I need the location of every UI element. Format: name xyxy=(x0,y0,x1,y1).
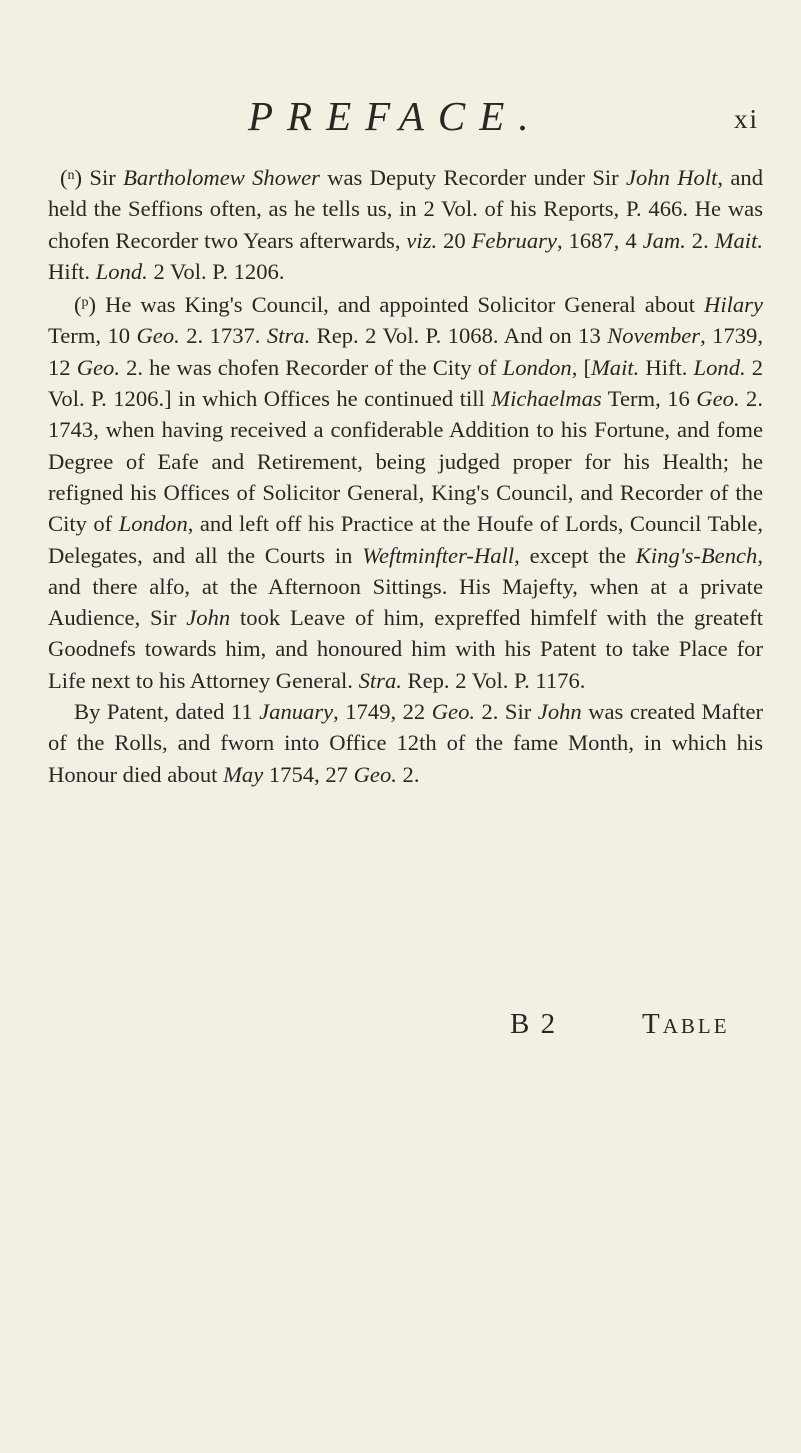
text-run: Rep. 2 Vol. P. 1068. And on 13 xyxy=(310,323,608,349)
text-run: 2. 1743, when having received a confiderable Addition to his Fortune, and fome Degree of Eafe and Retirement, being judged proper for his Health; he refigned his Offices of Solicitor General, King's Council, and Recorder of the City of xyxy=(48,386,764,537)
catchword-initial: T xyxy=(642,1008,663,1040)
italic-run: John Holt xyxy=(626,165,718,190)
italic-run: February xyxy=(471,227,557,253)
italic-run: January xyxy=(259,699,334,725)
text-run: was Deputy Recorder under Sir xyxy=(319,165,627,190)
italic-run: Geo. xyxy=(431,699,476,725)
italic-run: Lond. xyxy=(95,258,148,284)
italic-run: Hilary xyxy=(704,292,763,318)
text-run: He was King's Council, and appointed Solicitor General about xyxy=(105,292,704,318)
text-run: Sir xyxy=(89,165,124,190)
text-run: took Leave of him, expreffed himfelf with the greateft Goodnefs towards him, and honoured him with his Patent to take Place for Life next to his Attorney General. xyxy=(48,605,763,693)
catchword xyxy=(642,1008,730,1041)
italic-run: Jam. xyxy=(642,227,686,253)
italic-run: Geo. xyxy=(76,354,120,380)
signature-mark: B 2 xyxy=(510,1008,558,1040)
text-run: 20 xyxy=(437,227,472,253)
italic-run: Mait. xyxy=(714,227,763,253)
text-run: 2. xyxy=(396,761,420,787)
text-run: Hift. xyxy=(48,258,96,284)
text-run: By Patent, dated 11 xyxy=(74,699,260,725)
footnote-n: ($^n$) Sir Bartholomew Shower was Deputy Recorder under Sir John Holt, and held the Seffions often, as he tells us, in 2 Vol. of his Reports, P. 466. He was chofen Recorder two Years afterwards, viz. 20 February, 1687, 4 Jam. 2. Mait. Hift. Lond. 2 Vol. P. 1206. xyxy=(48,165,763,284)
footnote-marker: n xyxy=(67,168,75,183)
text-run: , 1687, 4 xyxy=(556,227,643,253)
text-run: , and left off his Practice at the Houfe of Lords, Council Table, Delegates, and all the Courts in xyxy=(48,511,763,568)
italic-run: Lond. xyxy=(693,354,746,380)
text-run: 2. xyxy=(685,227,715,253)
italic-run: viz. xyxy=(406,227,438,253)
text-run: 1754, 27 xyxy=(263,761,354,787)
paragraph-text xyxy=(48,699,763,787)
text-run: 2 Vol. P. 1206.] in which Offices he continued till xyxy=(48,354,764,412)
page-footer xyxy=(0,1008,801,1058)
text-run: Hift. xyxy=(639,354,694,380)
italic-run: Bartholomew Shower xyxy=(123,165,320,190)
italic-run: Weftminfter-Hall xyxy=(362,542,515,568)
footnotes-body xyxy=(48,160,763,790)
footnote-text xyxy=(48,165,763,284)
italic-run: John xyxy=(186,605,231,631)
italic-run: London xyxy=(118,511,188,537)
text-run: , and held the Seffions often, as he tells us, in 2 Vol. of his Reports, P. 466. He was chofen Recorder two Years afterwards, xyxy=(48,165,763,253)
text-run: , 1739, 12 xyxy=(48,323,763,380)
text-run: was created Mafter of the Rolls, and fworn into Office 12th of the fame Month, in which his Honour died about xyxy=(48,699,763,787)
italic-run: November xyxy=(607,323,701,349)
text-run: , and there alfo, at the Afternoon Sittings. His Majefty, when at a private Audience, Sir xyxy=(48,542,763,631)
text-run: 2. Sir xyxy=(475,699,538,725)
italic-run: Mait. xyxy=(590,354,640,380)
text-run: 2 Vol. P. 1206. xyxy=(147,258,285,284)
footnote-text xyxy=(48,292,763,693)
italic-run: Geo. xyxy=(696,386,740,412)
italic-run: May xyxy=(223,761,264,787)
footnote-marker: p xyxy=(81,295,89,311)
italic-run: London xyxy=(502,354,572,380)
italic-run: Geo. xyxy=(136,323,180,349)
running-head: PREFACE. xyxy=(248,93,543,139)
footnote-p: ($^p$) He was King's Council, and appointed Solicitor General about Hilary Term, 10 Geo. 2. 1737. Stra. Rep. 2 Vol. P. 1068. And on 13 November, 1739, 12 Geo. 2. he was chofen Recorder of the City of London, [Mait. Hift. Lond. 2 Vol. P. 1206.] in which Offices he continued till Michaelmas Term, 16 Geo. 2. 1743, when having received a confiderable Addition to his Fortune, and fome Degree of Eafe and Retirement, being judged proper for his Health; he refigned his Offices of Solicitor General, King's Council, and Recorder of the City of London, and left off his Practice at the Houfe of Lords, Council Table, Delegates, and all the Courts in Weftminfter-Hall, except the King's-Bench, and there alfo, at the Afternoon Sittings. His Majefty, when at a private Audience, Sir John took Leave of him, expreffed himfelf with the greateft Goodnefs towards him, and honoured him with his Patent to take Place for Life next to his Attorney General. Stra. Rep. 2 Vol. P. 1176. xyxy=(48,292,764,693)
italic-run: Geo. xyxy=(353,761,397,787)
closing-paragraph xyxy=(48,696,763,790)
italic-run: John xyxy=(537,699,582,725)
text-run: 2. he was chofen Recorder of the City of xyxy=(119,354,503,380)
italic-run: Stra. xyxy=(358,667,402,693)
text-run: Term, 16 xyxy=(601,386,697,412)
catchword-rest: ABLE xyxy=(662,1014,730,1038)
page-header xyxy=(0,92,801,152)
text-run: , except the xyxy=(514,542,636,568)
page-number: xi xyxy=(733,104,759,134)
text-run: Rep. 2 Vol. P. 1176. xyxy=(401,667,586,693)
text-run: Term, 10 xyxy=(48,323,137,349)
italic-run: Stra. xyxy=(266,323,311,349)
text-run: , 1749, 22 xyxy=(333,699,432,725)
text-run: 2. 1737. xyxy=(179,323,267,349)
italic-run: Michaelmas xyxy=(491,386,602,412)
italic-run: King's-Bench xyxy=(635,542,758,568)
text-run: , [ xyxy=(571,354,591,380)
